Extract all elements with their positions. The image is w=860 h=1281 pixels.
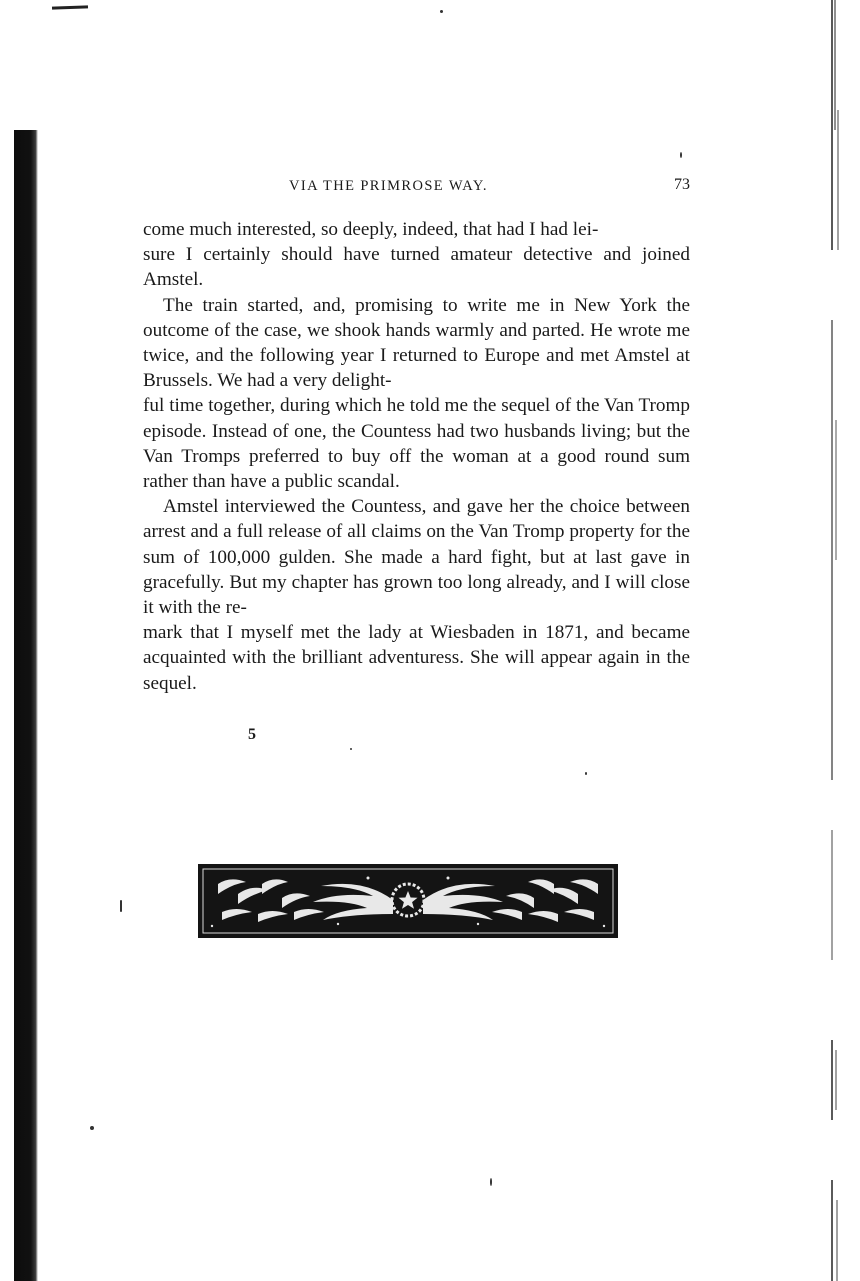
text-line: The train started, and, promising to write me in New York (163, 294, 657, 316)
text-line: the outcome of the case, we shook hands warmly and parted. (143, 294, 690, 341)
text-line: a hard fight, but at last gave in gracefully. But my chapter (143, 546, 690, 593)
running-header (143, 176, 690, 200)
right-edge-rules (820, 0, 860, 1281)
body-text (143, 217, 690, 696)
running-title: VIA THE PRIMROSE WAY. (289, 178, 488, 194)
text-line: husbands living; but the Van Tromps preferred to buy off (143, 420, 691, 467)
text-line: Tromp property for the sum of 100,000 gulden. She made (143, 521, 690, 568)
scan-speck (120, 900, 122, 912)
text-line: mark that I myself met the lady at Wiesbaden in 1871, and (143, 622, 624, 644)
winged-wreath-with-star-ornament-icon (198, 864, 618, 938)
scan-speck (350, 748, 352, 750)
text-line: scandal. (337, 471, 400, 493)
text-line: sure I certainly should have turned amateur detective and (143, 244, 632, 266)
text-line: Van Tromp episode. Instead of one, the Countess had two (143, 395, 690, 442)
text-line: has grown too long already, and I will close it with the re- (143, 571, 690, 619)
scan-speck (490, 1178, 492, 1186)
body-paragraph (143, 293, 690, 495)
text-line: appear again in the sequel. (143, 647, 690, 694)
scan-mark (52, 5, 88, 9)
book-spine-shadow (14, 130, 38, 1281)
scan-speck (680, 152, 682, 158)
text-line: come much interested, so deeply, indeed, that had I had lei- (143, 219, 599, 240)
scan-speck (585, 772, 587, 775)
body-paragraph (143, 494, 690, 696)
text-line: between arrest and a full release of all claims on the Van (143, 496, 690, 543)
text-line: joined Amstel. (143, 244, 691, 291)
page-number: 73 (674, 176, 690, 193)
scan-speck (90, 1126, 94, 1130)
text-line: Europe and met Amstel at Brussels. We had a very delight- (143, 345, 690, 392)
text-line: the woman at a good round sum rather than have a public (143, 445, 690, 493)
signature-mark: 5 (248, 726, 256, 743)
text-line: Amstel interviewed the Countess, and gave her the choice (163, 496, 620, 518)
page-left-margin (0, 0, 14, 1281)
text-line: became acquainted with the brilliant adventuress. She will (143, 622, 691, 669)
text-line: ful time together, during which he told me the sequel of the (143, 395, 600, 417)
body-paragraph (143, 217, 690, 293)
text-line: He wrote me twice, and the following year I returned to (143, 319, 690, 367)
scan-speck (440, 10, 443, 13)
